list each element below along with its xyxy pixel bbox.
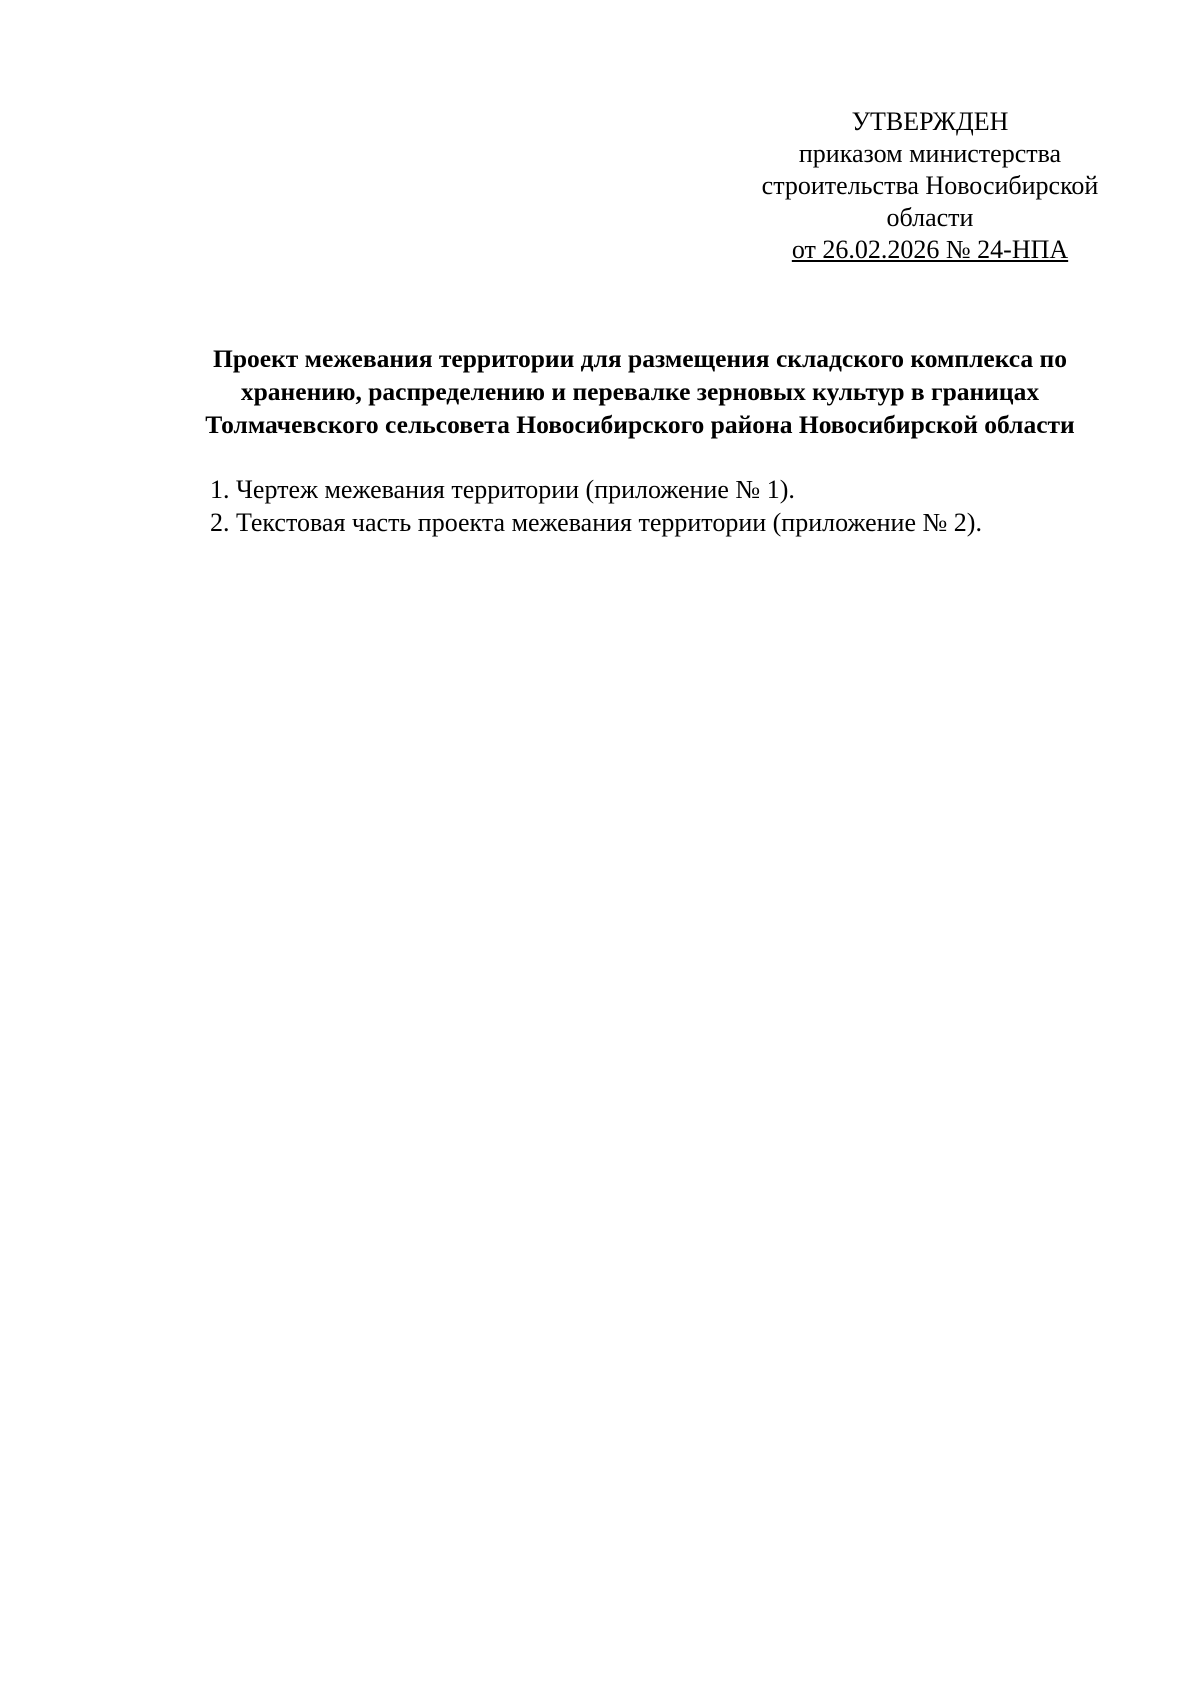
document-title-line-1: Проект межевания территории для размещения складского комплекса по <box>212 344 1067 373</box>
document-title-line-2: хранению, распределению и перевалке зерновых культур в границах <box>240 377 1040 406</box>
document-title-line-3: Толмачевского сельсовета Новосибирского района Новосибирской области <box>205 410 1075 439</box>
document-title <box>130 342 1150 441</box>
list-item: 2. Текстовая часть проекта межевания территории (приложение № 2). <box>210 508 982 537</box>
approval-date-number: от 26.02.2026 № 24-НПА <box>791 235 1069 264</box>
approval-line-order: приказом министерства <box>798 139 1062 168</box>
approval-stamp-block <box>730 106 1130 266</box>
list-item: 1. Чертеж межевания территории (приложение № 1). <box>210 475 795 504</box>
approval-line-ministry: строительства Новосибирской <box>761 171 1099 200</box>
contents-list <box>210 473 982 539</box>
approval-heading: УТВЕРЖДЕН <box>851 107 1009 136</box>
approval-line-region: области <box>886 203 974 232</box>
